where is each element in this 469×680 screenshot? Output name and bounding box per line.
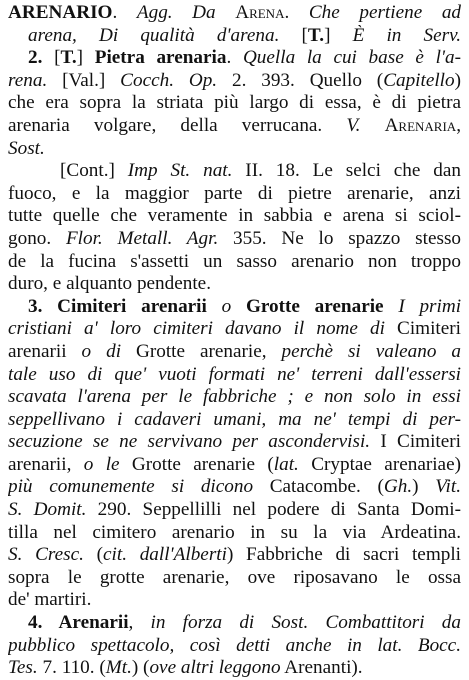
text-line: secuzione se ne servivano per ascondervisi. I Cimiteri [8,431,461,453]
text-line: più comunemente si dicono Catacombe. (Gh.) Vit. [8,476,461,498]
text-line: Sost. [8,137,45,159]
text-line: gono. Flor. Metall. Agr. 355. Ne lo spazzo stesso [8,227,461,249]
text-line: S. Domit. 290. Seppellilli nel podere di Santa Domi- [8,499,461,521]
text-line: tutte quelle che veramente in sabbia e arena si sciol- [8,205,461,227]
text-line: de la fucina s'assetti un sasso arenario non troppo [8,250,461,272]
text-line: Tes. 7. 110. (Mt.) (ove altri leggono Arenanti). [8,657,363,679]
text-line: de' martiri. [8,589,92,611]
text-line: 3. Cimiteri arenarii o Grotte arenarie I primi [28,295,461,317]
text-line: S. Cresc. (cit. dall'Alberti) Fabbriche di sacri templi [8,544,461,566]
text-line: pubblico spettacolo, così detti anche in lat. Bocc. [8,634,461,656]
text-line: rena. [Val.] Cocch. Op. 2. 393. Quello (Capitello) [8,69,461,91]
text-line: 2. [T.] Pietra arenaria. Quella la cui base è l'a- [28,47,461,69]
text-line: arena, Di qualità d'arena. [T.] È in Serv. [28,24,461,46]
text-line: sopra le grotte arenarie, ove riposavano le ossa [8,566,461,588]
text-line: scavata l'arena per le fabbriche ; e non solo in essi [8,386,461,408]
text-line: [Cont.] Imp St. nat. II. 18. Le selci che dan [60,160,461,182]
text-line: arenarii, o le Grotte arenarie (lat. Cryptae arenariae) [8,453,461,475]
text-line: arenarii o di Grotte arenarie, perchè si valeano a [8,340,461,362]
text-line: che era sopra la striata più largo di essa, è di pietra [8,92,461,114]
text-line: ARENARIO. Agg. Da Arena. Che pertiene ad [8,2,461,23]
text-line: seppellivano i cadaveri umani, ma ne' tempi di per- [8,408,461,430]
text-line: duro, e alquanto pendente. [8,273,211,295]
text-line: tale uso di que' vuoti formati ne' terreni dall'essersi [8,363,461,385]
text-line: 4. Arenarii, in forza di Sost. Combattitori da [28,612,461,634]
text-line: arenaria volgare, della verrucana. V. Arenaria, [8,114,461,136]
text-line: fuoco, e la maggior parte di pietre arenarie, anzi [8,182,461,204]
text-line: tilla nel cimitero arenario in su la via Ardeatina. [8,521,461,543]
text-line: cristiani a' loro cimiteri davano il nome di Cimiteri [8,318,461,340]
